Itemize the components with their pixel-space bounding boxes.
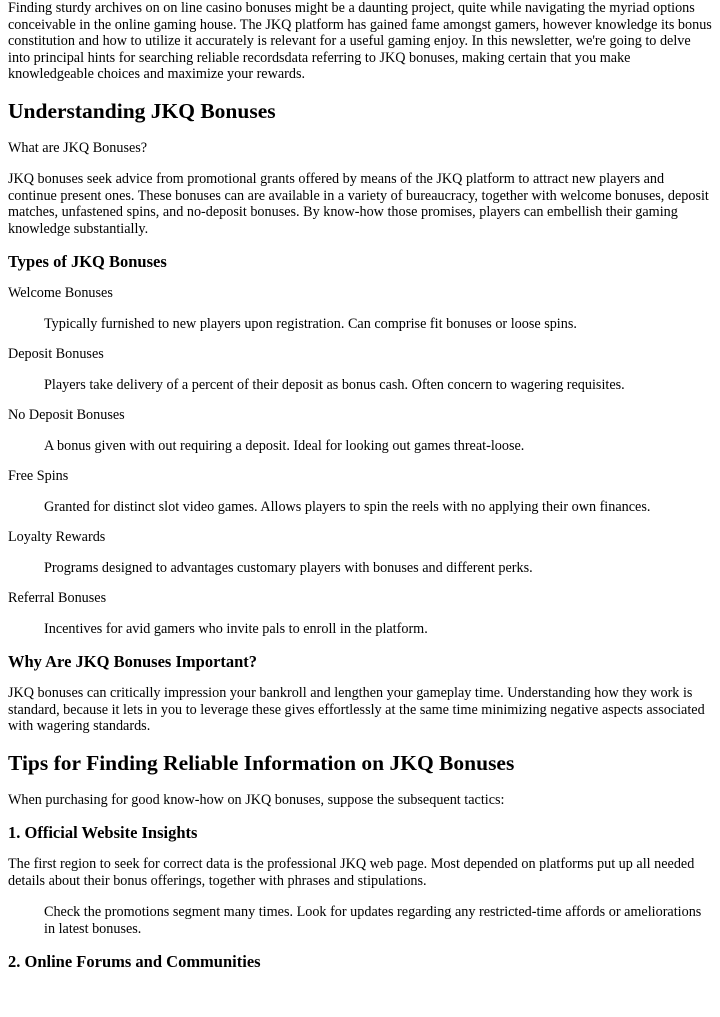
bonus-type-term: Loyalty Rewards: [8, 529, 106, 545]
question-what-are-bonuses: What are JKQ Bonuses?: [8, 139, 148, 156]
subheading-why-important: Why Are JKQ Bonuses Important?: [8, 652, 258, 671]
subheading-official-website: 1. Official Website Insights: [8, 823, 198, 842]
bonus-type-term: Deposit Bonuses: [8, 346, 104, 362]
bonus-type-term: Free Spins: [8, 468, 69, 484]
bonus-type-term: Welcome Bonuses: [8, 285, 113, 301]
intro-paragraph: Finding sturdy archives on on line casino bonuses might be a daunting project, quite while navigating the myriad options conceivable in the online gaming house. The JKQ platform has gained fame amongst gamers, however knowledge its bonus constitution and how to utilize it accurately is relevant for a useful gaming enjoy. In this newsletter, we're going to delve into principal hints for searching reliable recordsdata referring to JKQ bonuses, making certain that you make knowledgeable choices and maximize your rewards.: [8, 0, 712, 82]
bonus-type-description: Typically furnished to new players upon registration. Can comprise fit bonuses or loose spins.: [44, 315, 577, 332]
bonus-type-description: Programs designed to advantages customary players with bonuses and different perks.: [44, 559, 533, 576]
section-heading-tips: Tips for Finding Reliable Information on JKQ Bonuses: [8, 750, 515, 775]
bonus-type-term: No Deposit Bonuses: [8, 407, 125, 423]
section-heading-understanding: Understanding JKQ Bonuses: [8, 98, 276, 123]
subheading-types: Types of JKQ Bonuses: [8, 252, 167, 271]
bonus-type-term: Referral Bonuses: [8, 590, 107, 606]
bonuses-definition-paragraph: JKQ bonuses seek advice from promotional grants offered by means of the JKQ platform to attract new players and continue present ones. These bonuses can are available in a variety of bureaucracy, together with welcome bonuses, deposit matches, unfastened spins, and no-deposit bonuses. By know-how those promises, players can embellish their gaming knowledge substantially.: [8, 171, 709, 237]
why-important-paragraph: JKQ bonuses can critically impression your bankroll and lengthen your gameplay time. Understanding how they work is standard, because it lets in you to leverage these gives effortlessly at the same time minimizing negative aspects associated with wagering standards.: [8, 685, 705, 734]
bonus-types-list: [8, 285, 712, 637]
bonus-type-description: Incentives for avid gamers who invite pals to enroll in the platform.: [44, 620, 428, 637]
official-website-blockquote: Check the promotions segment many times. Look for updates regarding any restricted-time affords or ameliorations in latest bonuses.: [44, 904, 702, 937]
bonus-type-description: A bonus given with out requiring a deposit. Ideal for looking out games threat-loose.: [44, 437, 525, 454]
bonus-type-description: Players take delivery of a percent of their deposit as bonus cash. Often concern to wagering requisites.: [44, 376, 625, 393]
bonus-type-description: Granted for distinct slot video games. Allows players to spin the reels with no applying their own finances.: [44, 498, 651, 515]
subheading-forums: 2. Online Forums and Communities: [8, 952, 261, 971]
official-website-paragraph: The first region to seek for correct data is the professional JKQ web page. Most depended on platforms put up all needed details about their bonus offerings, together with phrases and stipulations.: [8, 856, 695, 889]
tips-intro-paragraph: When purchasing for good know-how on JKQ bonuses, suppose the subsequent tactics:: [8, 791, 505, 808]
